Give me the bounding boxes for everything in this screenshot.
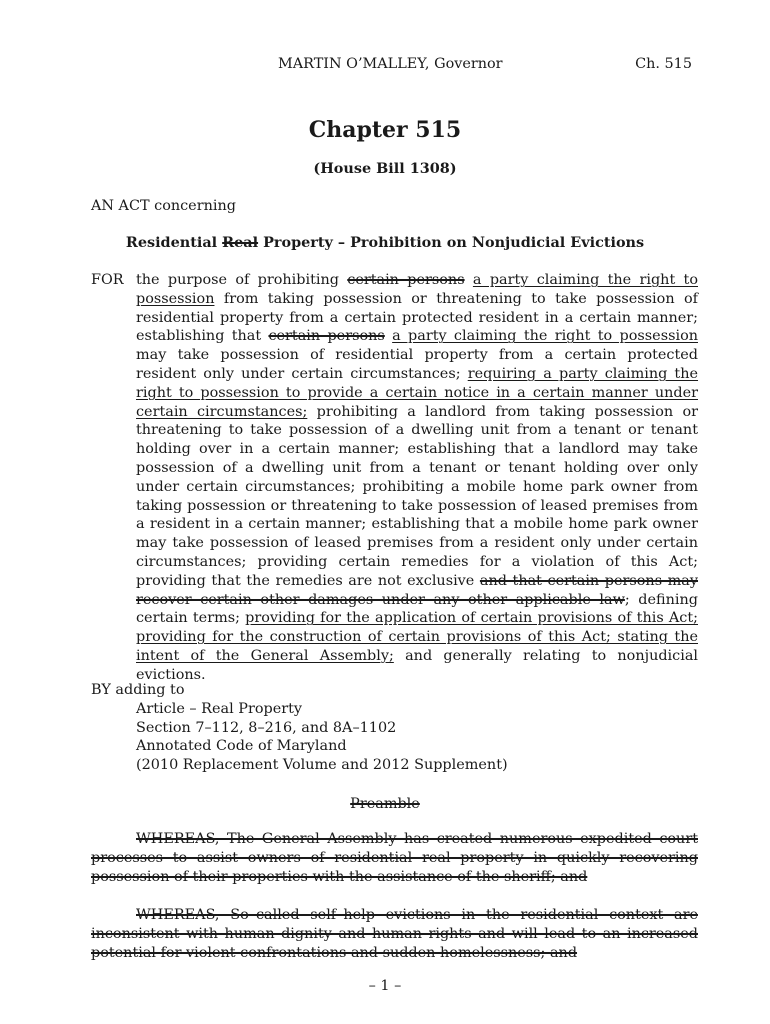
act-subject — [0, 234, 770, 253]
purpose-inserted-text: a party claiming the right to possession — [392, 328, 698, 345]
by-adding-line: Annotated Code of Maryland — [136, 738, 347, 755]
by-adding-label: BY adding to — [91, 682, 185, 698]
subject-text-2: Property – Prohibition on Nonjudicial Evictions — [258, 234, 645, 251]
purpose-body — [136, 271, 698, 685]
subject-text-1: Residential — [125, 234, 223, 251]
preamble-struck-text: Preamble — [350, 796, 420, 812]
purpose-text: may take possession of residential property from a certain protected resident only under certain circumstances; — [136, 347, 698, 382]
whereas-paragraph — [91, 830, 698, 886]
purpose-text: and generally relating to nonjudicial evictions. — [136, 647, 698, 683]
purpose-text: ; defining certain terms; — [136, 591, 698, 627]
purpose-paragraph — [91, 271, 698, 685]
by-adding-line: Section 7–112, 8–216, and 8A–1102 — [136, 719, 397, 736]
chapter-title: Chapter 515 — [308, 117, 462, 143]
purpose-text: the purpose of prohibiting — [136, 272, 348, 288]
page-header — [0, 55, 770, 75]
whereas-struck-text: WHEREAS, So–called self–help evictions in the residential context are inconsistent with human dignity and human rights and will lead to an increased potential for violent confrontations and sudden homelessness; and — [91, 907, 698, 961]
preamble-heading — [0, 795, 770, 814]
subject-struck-text: Real — [222, 234, 259, 251]
purpose-text: from taking possession or threatening to take possession of residential property from a certain protected resident in a certain manner; establishing that — [136, 290, 698, 345]
whereas-paragraph — [91, 906, 698, 962]
purpose-struck-text: and that certain persons may recover certain other damages under any other applicable law — [136, 572, 699, 608]
purpose-label: FOR — [91, 272, 124, 288]
by-adding-line: Article – Real Property — [136, 700, 303, 717]
purpose-struck-text: certain persons — [268, 328, 385, 345]
purpose-inserted-text: a party claiming the right to possession — [136, 272, 698, 307]
by-adding-section — [91, 681, 698, 775]
purpose-inserted-text: providing for the application of certain provisions of this Act; providing for the construction of certain provisions of this Act; stating the intent of the General Assembly; — [136, 610, 698, 664]
purpose-text: prohibiting a landlord from taking possession or threatening to take possession of a dwelling unit from a tenant or tenant holding over in a certain manner; establishing that a landlord may take possession of a dwelling unit from a tenant or tenant holding over only under certain circumstances; prohibiting a mobile home park owner from taking possession or threatening to take possession of leased premises from a resident in a certain manner; establishing that a mobile home park owner may take possession of leased premises from a resident only under certain circumstances; providing certain remedies for a violation of this Act; providing that the remedies are not exclusive — [136, 403, 698, 589]
header-chapter-ref: Ch. 515 — [635, 56, 692, 72]
by-adding-lines — [136, 700, 698, 775]
page-number: – 1 – — [368, 978, 402, 994]
purpose-inserted-text: requiring a party claiming the right to possession to provide a certain notice in a certain manner under certain circumstances; — [136, 365, 699, 420]
purpose-text — [465, 272, 473, 288]
act-intro: AN ACT concerning — [91, 198, 236, 214]
whereas-struck-text: WHEREAS, The General Assembly has created numerous expedited court processes to assist owners of residential real property in quickly recovering possession of their properties with the assistance of the sheriff; and — [91, 831, 698, 885]
purpose-struck-text: certain persons — [347, 272, 465, 288]
header-governor: MARTIN O’MALLEY, Governor — [278, 56, 503, 72]
bill-number: (House Bill 1308) — [313, 160, 457, 177]
by-adding-line: (2010 Replacement Volume and 2012 Supplement) — [136, 757, 508, 774]
